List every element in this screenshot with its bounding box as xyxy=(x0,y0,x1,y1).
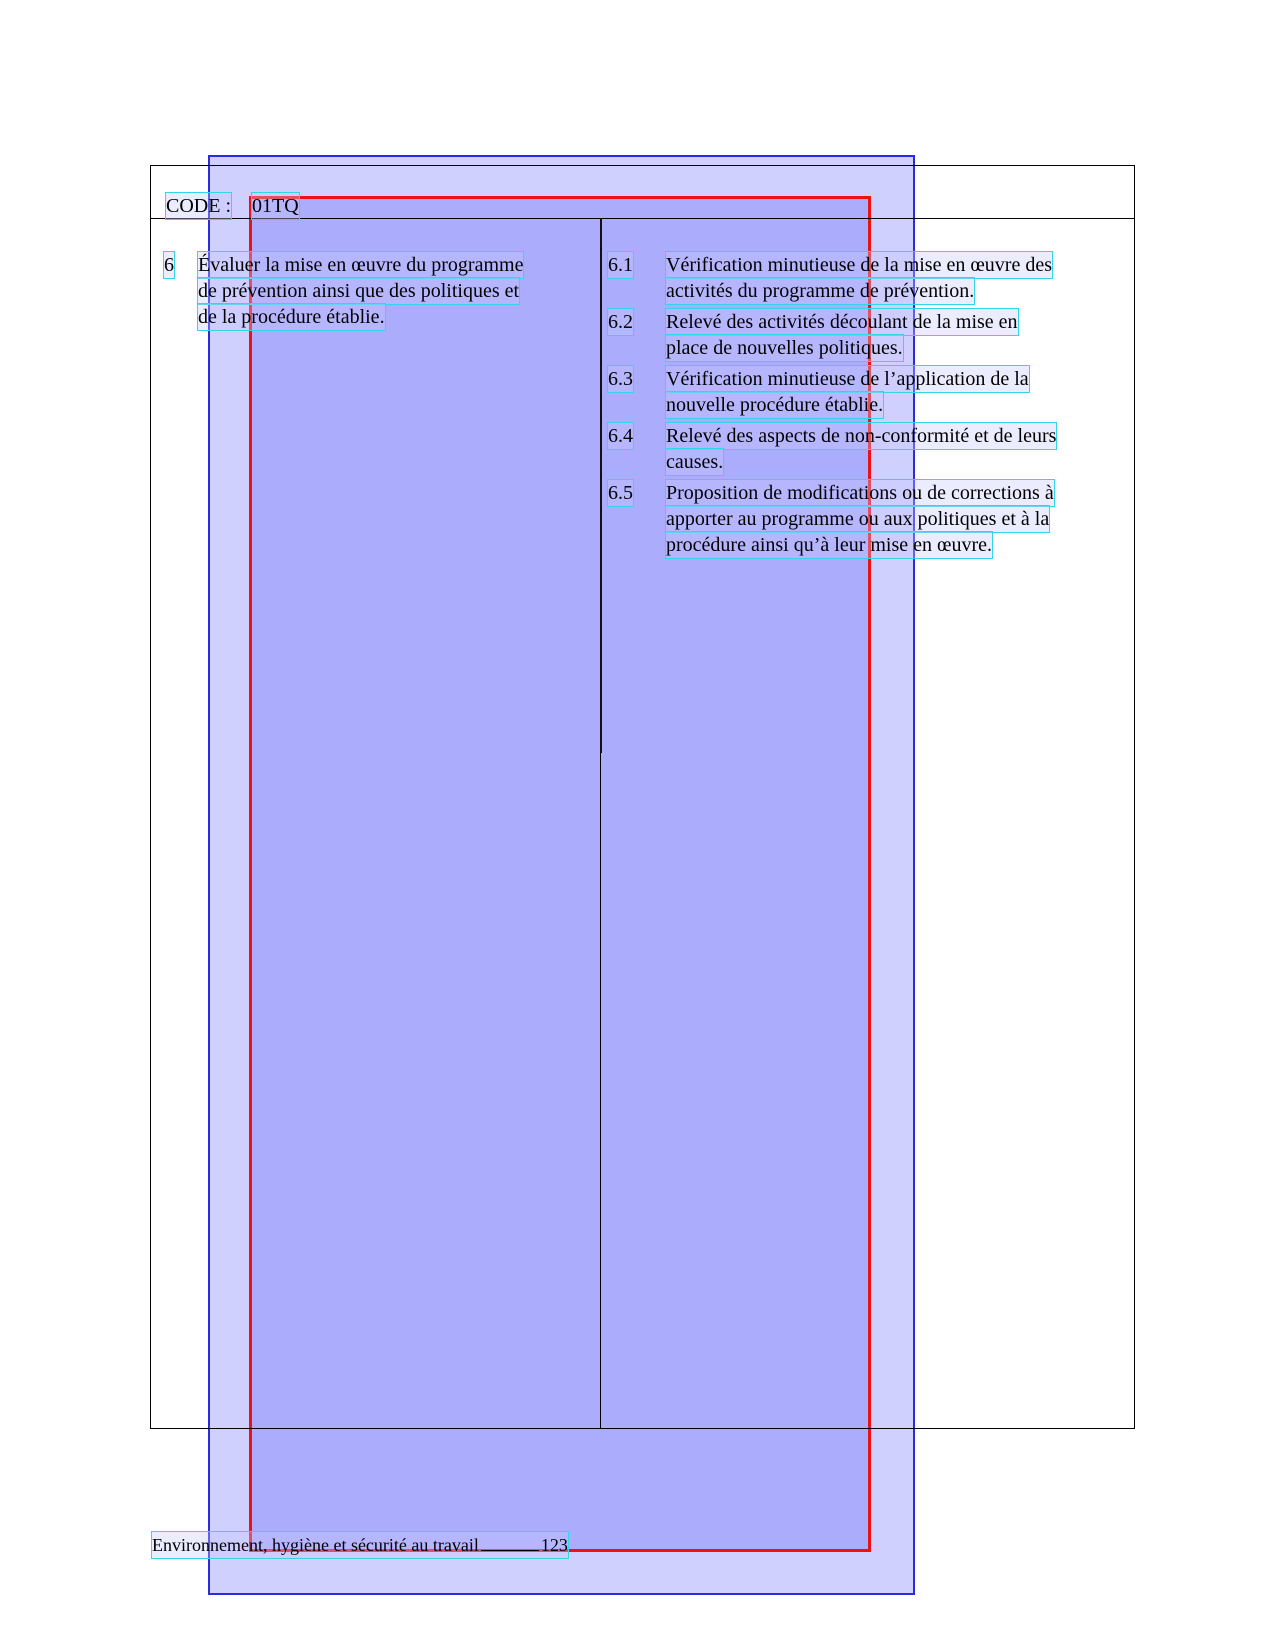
item-number: 6.4 xyxy=(608,425,633,447)
item-number: 6.3 xyxy=(608,368,633,390)
footer-text: Environnement, hygiène et sécurité au travail xyxy=(152,1535,479,1555)
item-line: Relevé des activités découlant de la mise en xyxy=(666,311,1018,333)
left-item-line: de la procédure établie. xyxy=(198,306,385,328)
item-line: procédure ainsi qu’à leur mise en œuvre. xyxy=(666,534,992,556)
item-line: activités du programme de prévention. xyxy=(666,280,975,302)
page-footer xyxy=(152,1532,568,1558)
code-label: CODE : xyxy=(166,195,231,217)
item-number: 6.5 xyxy=(608,482,633,504)
item-line: Proposition de modifications ou de corrections à xyxy=(666,482,1054,504)
item-line: place de nouvelles politiques. xyxy=(666,337,903,359)
item-number: 6.1 xyxy=(608,254,633,276)
item-line: nouvelle procédure établie. xyxy=(666,394,884,416)
item-line: apporter au programme ou aux politiques et à la xyxy=(666,508,1050,530)
footer-rule xyxy=(481,1550,539,1551)
item-line: causes. xyxy=(666,451,724,473)
item-line: Vérification minutieuse de la mise en œuvre des xyxy=(666,254,1052,276)
left-item-number: 6 xyxy=(164,254,174,276)
column-divider-heavy xyxy=(600,218,602,753)
code-value: 01TQ xyxy=(252,195,299,217)
item-line: Vérification minutieuse de l’application de la xyxy=(666,368,1029,390)
item-number: 6.2 xyxy=(608,311,633,333)
left-item-line: Évaluer la mise en œuvre du programme xyxy=(198,254,524,276)
page-number: 123 xyxy=(540,1535,568,1555)
table-frame xyxy=(150,165,1135,1429)
item-line: Relevé des aspects de non-conformité et de leurs xyxy=(666,425,1057,447)
left-item-line: de prévention ainsi que des politiques et xyxy=(198,280,520,302)
code-row xyxy=(166,193,299,219)
